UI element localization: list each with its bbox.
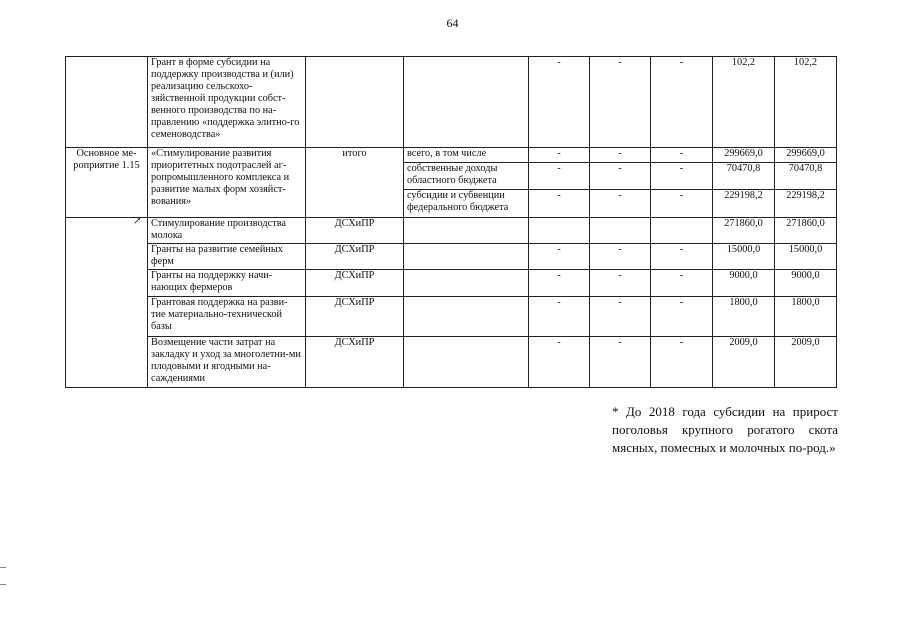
source-cell: собственные доходы областного бюджета [404,163,529,190]
value-cell: - [651,337,713,388]
value-cell: - [529,57,590,148]
source-cell [404,337,529,388]
value-cell: 271860,0 [775,218,837,244]
value-cell: - [651,244,713,270]
footnote: * До 2018 года субсидии на прирост поголовья крупного рогатого скота мясных, помесных и молочных по-род.» [612,404,838,455]
value-cell: 102,2 [775,57,837,148]
value-cell: - [529,297,590,337]
value-cell: 9000,0 [713,270,775,297]
value-cell: 271860,0 [713,218,775,244]
table-row [66,270,837,297]
value-cell: - [651,297,713,337]
margin-tick [0,567,6,568]
value-cell [529,218,590,244]
program-table [65,56,837,388]
source-cell [404,270,529,297]
measure-name-cell: Грант в форме субсидии на поддержку производства и (или) реализацию сельскохо-зяйственной продукции собст-венного производства по на-правлению «поддержка элитно-го семеноводства» [148,57,306,148]
value-cell: 299669,0 [775,148,837,163]
measure-name-cell: Возмещение части затрат на закладку и уход за многолетни-ми плодовыми и ягодными на-саждениями [148,337,306,388]
measure-name-cell: «Стимулирование развития приоритетных подотраслей аг-ропромышленного комплекса и развитие малых форм хозяйст-вования» [148,148,306,218]
executor-cell [306,57,404,148]
value-cell: - [590,190,651,218]
executor-cell: ДСХиПР [306,244,404,270]
value-cell: - [651,57,713,148]
value-cell: - [590,244,651,270]
value-cell: - [590,163,651,190]
margin-tick [0,584,6,585]
value-cell: 229198,2 [713,190,775,218]
page-number: 64 [446,16,459,30]
value-cell: - [590,270,651,297]
source-cell [404,218,529,244]
value-cell: - [590,337,651,388]
event-cell [66,218,148,388]
table-row [66,218,837,244]
value-cell [590,218,651,244]
value-cell: 2009,0 [713,337,775,388]
value-cell: 229198,2 [775,190,837,218]
value-cell: - [529,190,590,218]
value-cell [651,218,713,244]
table-row [66,337,837,388]
value-cell: 1800,0 [775,297,837,337]
value-cell: 70470,8 [775,163,837,190]
value-cell: - [529,244,590,270]
value-cell: - [651,190,713,218]
source-cell [404,57,529,148]
table-row [66,57,837,148]
value-cell: 1800,0 [713,297,775,337]
table-row [66,297,837,337]
value-cell: - [529,270,590,297]
value-cell: 299669,0 [713,148,775,163]
table-row [66,244,837,270]
executor-cell: итого [306,148,404,218]
source-cell: всего, в том числе [404,148,529,163]
value-cell: 70470,8 [713,163,775,190]
measure-name-cell: Гранты на поддержку начи-нающих фермеров [148,270,306,297]
value-cell: 9000,0 [775,270,837,297]
source-cell [404,244,529,270]
value-cell: 2009,0 [775,337,837,388]
measure-name-cell: Грантовая поддержка на разви-тие материально-технической базы [148,297,306,337]
value-cell: - [590,148,651,163]
margin-marks [0,567,6,601]
executor-cell: ДСХиПР [306,297,404,337]
value-cell: - [590,57,651,148]
value-cell: - [529,337,590,388]
value-cell: - [651,163,713,190]
value-cell: 15000,0 [713,244,775,270]
value-cell: 15000,0 [775,244,837,270]
executor-cell: ДСХиПР [306,218,404,244]
source-cell: субсидии и субвенции федерального бюджета [404,190,529,218]
measure-name-cell: Гранты на развитие семейных ферм [148,244,306,270]
value-cell: - [529,148,590,163]
executor-cell: ДСХиПР [306,337,404,388]
value-cell: - [590,297,651,337]
executor-cell: ДСХиПР [306,270,404,297]
measure-name-cell: Стимулирование производства молока [148,218,306,244]
pen-mark: ↗ [133,216,142,227]
value-cell: - [651,270,713,297]
table-row [66,148,837,163]
value-cell: - [651,148,713,163]
value-cell: 102,2 [713,57,775,148]
event-cell [66,57,148,148]
source-cell [404,297,529,337]
event-cell: Основное ме-роприятие 1.15 [66,148,148,218]
value-cell: - [529,163,590,190]
